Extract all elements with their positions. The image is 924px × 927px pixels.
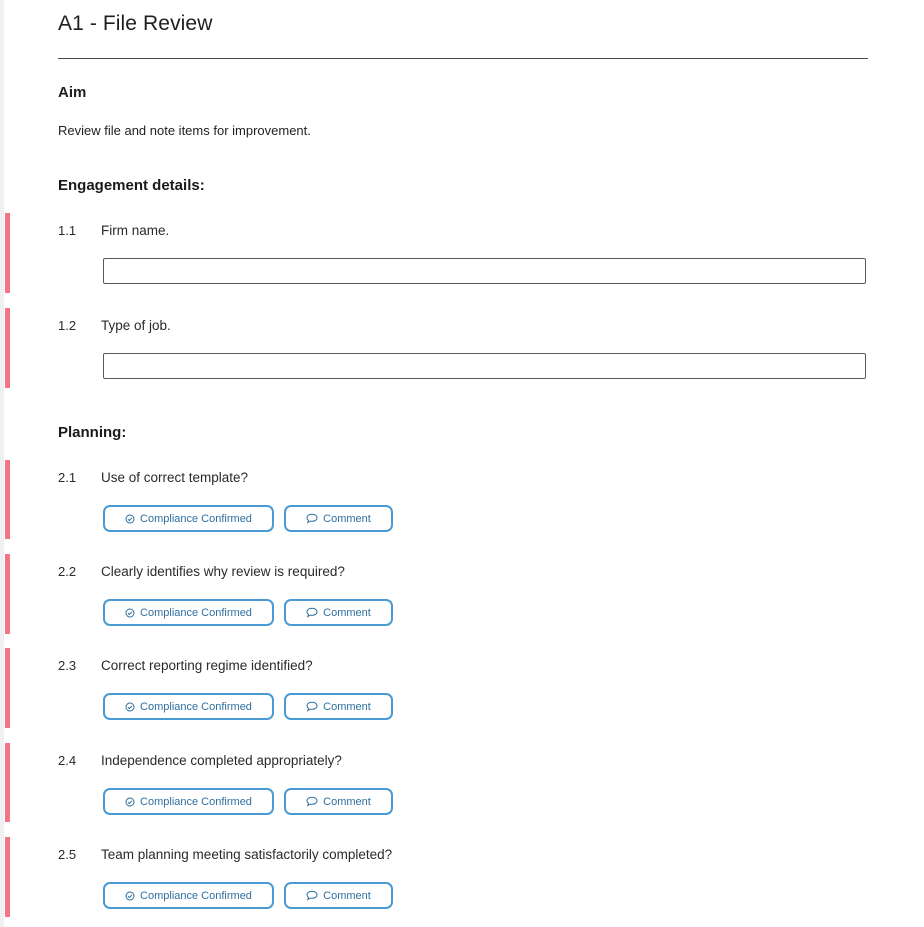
button-label: Compliance Confirmed (140, 700, 252, 713)
button-label: Comment (323, 512, 371, 525)
button-label: Comment (323, 889, 371, 902)
button-label: Comment (323, 795, 371, 808)
required-marker (5, 837, 10, 917)
compliance-confirmed-button[interactable] (103, 882, 274, 909)
question-2-5 (0, 837, 924, 917)
question-2-1 (0, 460, 924, 539)
comment-button[interactable] (284, 788, 393, 815)
speech-bubble-icon (306, 796, 318, 807)
question-text: Clearly identifies why review is required? (101, 564, 345, 579)
required-marker (5, 648, 10, 728)
button-label: Compliance Confirmed (140, 512, 252, 525)
required-marker (5, 308, 10, 388)
question-2-3 (0, 648, 924, 728)
question-number: 2.4 (58, 753, 77, 768)
required-marker (5, 743, 10, 822)
question-2-4 (0, 743, 924, 822)
button-label: Comment (323, 606, 371, 619)
firm-name-input[interactable] (103, 258, 866, 284)
question-number: 2.1 (58, 470, 77, 485)
engagement-heading: Engagement details: (58, 177, 205, 194)
check-circle-icon (125, 514, 135, 524)
speech-bubble-icon (306, 513, 318, 524)
comment-button[interactable] (284, 599, 393, 626)
question-2-2 (0, 554, 924, 634)
check-circle-icon (125, 608, 135, 618)
question-text: Firm name. (101, 223, 170, 238)
check-circle-icon (125, 891, 135, 901)
button-label: Comment (323, 700, 371, 713)
check-circle-icon (125, 702, 135, 712)
comment-button[interactable] (284, 693, 393, 720)
compliance-confirmed-button[interactable] (103, 693, 274, 720)
required-marker (5, 213, 10, 293)
question-text: Use of correct template? (101, 470, 249, 485)
compliance-confirmed-button[interactable] (103, 599, 274, 626)
aim-heading: Aim (58, 84, 87, 101)
question-text: Team planning meeting satisfactorily completed? (101, 847, 393, 862)
aim-text: Review file and note items for improvement. (58, 123, 311, 138)
question-1-1 (0, 213, 924, 293)
check-circle-icon (125, 797, 135, 807)
compliance-confirmed-button[interactable] (103, 505, 274, 532)
question-number: 1.2 (58, 318, 77, 333)
button-label: Compliance Confirmed (140, 795, 252, 808)
speech-bubble-icon (306, 607, 318, 618)
title-divider (58, 58, 868, 59)
planning-heading: Planning: (58, 424, 127, 441)
required-marker (5, 460, 10, 539)
compliance-confirmed-button[interactable] (103, 788, 274, 815)
comment-button[interactable] (284, 882, 393, 909)
question-text: Correct reporting regime identified? (101, 658, 313, 673)
question-1-2 (0, 308, 924, 388)
question-number: 2.3 (58, 658, 77, 673)
button-label: Compliance Confirmed (140, 606, 252, 619)
page-title: A1 - File Review (58, 12, 213, 35)
question-text: Independence completed appropriately? (101, 753, 342, 768)
button-label: Compliance Confirmed (140, 889, 252, 902)
comment-button[interactable] (284, 505, 393, 532)
question-text: Type of job. (101, 318, 171, 333)
speech-bubble-icon (306, 890, 318, 901)
job-type-input[interactable] (103, 353, 866, 379)
question-number: 1.1 (58, 223, 77, 238)
question-number: 2.2 (58, 564, 77, 579)
speech-bubble-icon (306, 701, 318, 712)
question-number: 2.5 (58, 847, 77, 862)
required-marker (5, 554, 10, 634)
